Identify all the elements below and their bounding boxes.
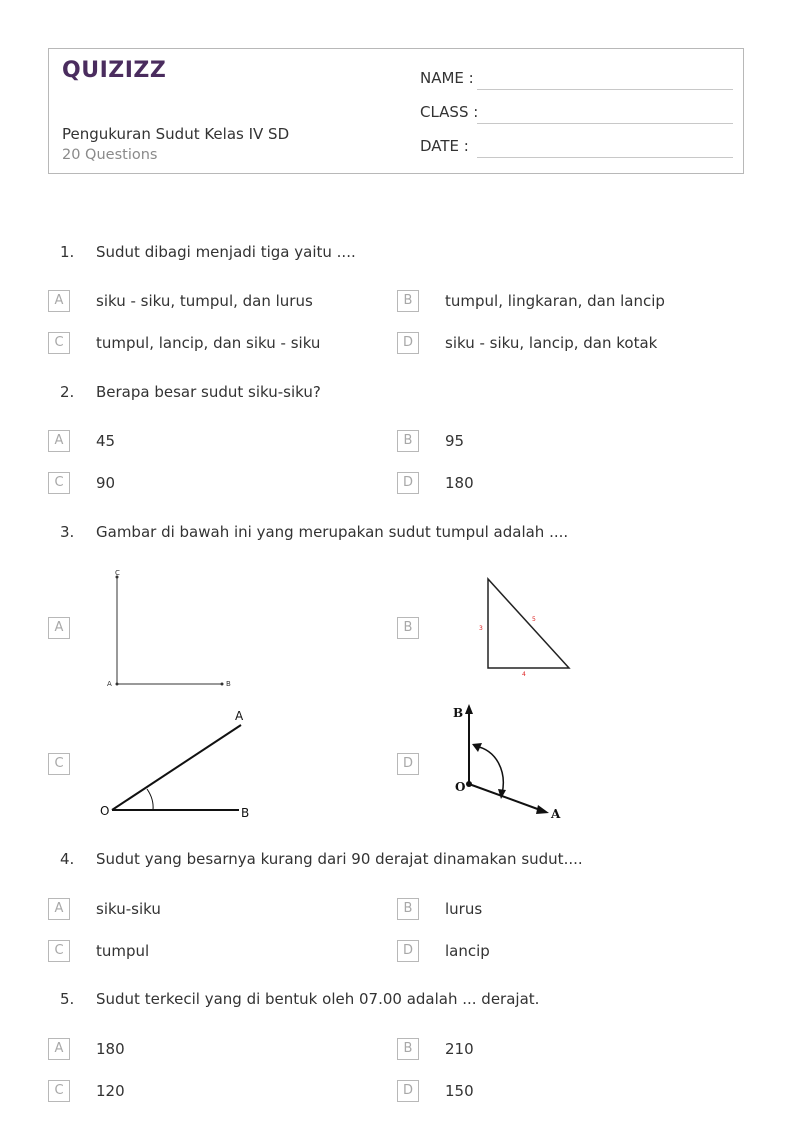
option-b-box[interactable]: B [397,430,419,452]
date-label: DATE : [420,137,469,155]
option-c-text: 120 [96,1082,125,1100]
option-a-text: 180 [96,1040,125,1058]
side-bottom-label: 4 [522,671,526,678]
option-b-text: lurus [445,900,483,918]
question-text: Sudut terkecil yang di bentuk oleh 07.00 adalah ... derajat. [96,990,540,1008]
point-a-label: A [107,680,112,688]
option-b-text: tumpul, lingkaran, dan lancip [445,292,665,310]
side-hyp-label: 5 [532,616,536,623]
option-c-box[interactable]: C [48,940,70,962]
point-b-label: B [226,680,231,688]
point-a-label: A [551,807,561,821]
option-c-box[interactable]: C [48,753,70,775]
option-b-text: 210 [445,1040,474,1058]
option-d-text: 150 [445,1082,474,1100]
option-c-box[interactable]: C [48,1080,70,1102]
question-count: 20 Questions [62,147,158,163]
option-b-box[interactable]: B [397,898,419,920]
option-d-box[interactable]: D [397,940,419,962]
acute-angle-figure [96,705,266,825]
obtuse-angle-figure [445,700,575,825]
option-c-text: tumpul [96,942,150,960]
option-a-text: siku - siku, tumpul, dan lurus [96,292,313,310]
vertex-o-label: O [100,804,110,818]
quizizz-logo: QUIZIZZ [62,58,167,83]
option-a-box[interactable]: A [48,617,70,639]
right-triangle-figure [470,570,580,685]
question-number: 4. [60,850,75,868]
option-d-text: 180 [445,474,474,492]
option-d-text: lancip [445,942,490,960]
question-number: 2. [60,383,75,401]
question-text: Berapa besar sudut siku-siku? [96,383,321,401]
worksheet-header [48,48,744,174]
point-a-label: A [235,709,244,723]
question-number: 3. [60,523,75,541]
option-c-box[interactable]: C [48,332,70,354]
name-label: NAME : [420,69,474,87]
question-text: Gambar di bawah ini yang merupakan sudut tumpul adalah .... [96,523,569,541]
option-a-box[interactable]: A [48,430,70,452]
option-a-text: 45 [96,432,116,450]
option-d-box[interactable]: D [397,472,419,494]
option-d-text: siku - siku, lancip, dan kotak [445,334,658,352]
class-label: CLASS : [420,103,479,121]
option-a-box[interactable]: A [48,290,70,312]
question-text: Sudut dibagi menjadi tiga yaitu .... [96,243,356,261]
point-b-label: B [453,706,464,720]
option-a-box[interactable]: A [48,1038,70,1060]
class-field[interactable] [477,123,733,124]
date-field[interactable] [477,157,733,158]
option-a-box[interactable]: A [48,898,70,920]
option-c-text: tumpul, lancip, dan siku - siku [96,334,321,352]
point-b-label: B [241,806,250,820]
name-field[interactable] [477,89,733,90]
worksheet-title: Pengukuran Sudut Kelas IV SD [62,125,290,143]
option-b-box[interactable]: B [397,617,419,639]
option-d-box[interactable]: D [397,332,419,354]
option-c-text: 90 [96,474,116,492]
vertex-o-label: O [455,780,466,794]
question-number: 1. [60,243,75,261]
option-b-text: 95 [445,432,465,450]
option-b-box[interactable]: B [397,290,419,312]
option-d-box[interactable]: D [397,1080,419,1102]
right-angle-figure [100,565,240,690]
point-c-label: C [115,569,120,577]
option-a-text: siku-siku [96,900,161,918]
option-b-box[interactable]: B [397,1038,419,1060]
question-number: 5. [60,990,75,1008]
side-left-label: 3 [479,625,483,632]
option-c-box[interactable]: C [48,472,70,494]
option-d-box[interactable]: D [397,753,419,775]
question-text: Sudut yang besarnya kurang dari 90 derajat dinamakan sudut.... [96,850,583,868]
